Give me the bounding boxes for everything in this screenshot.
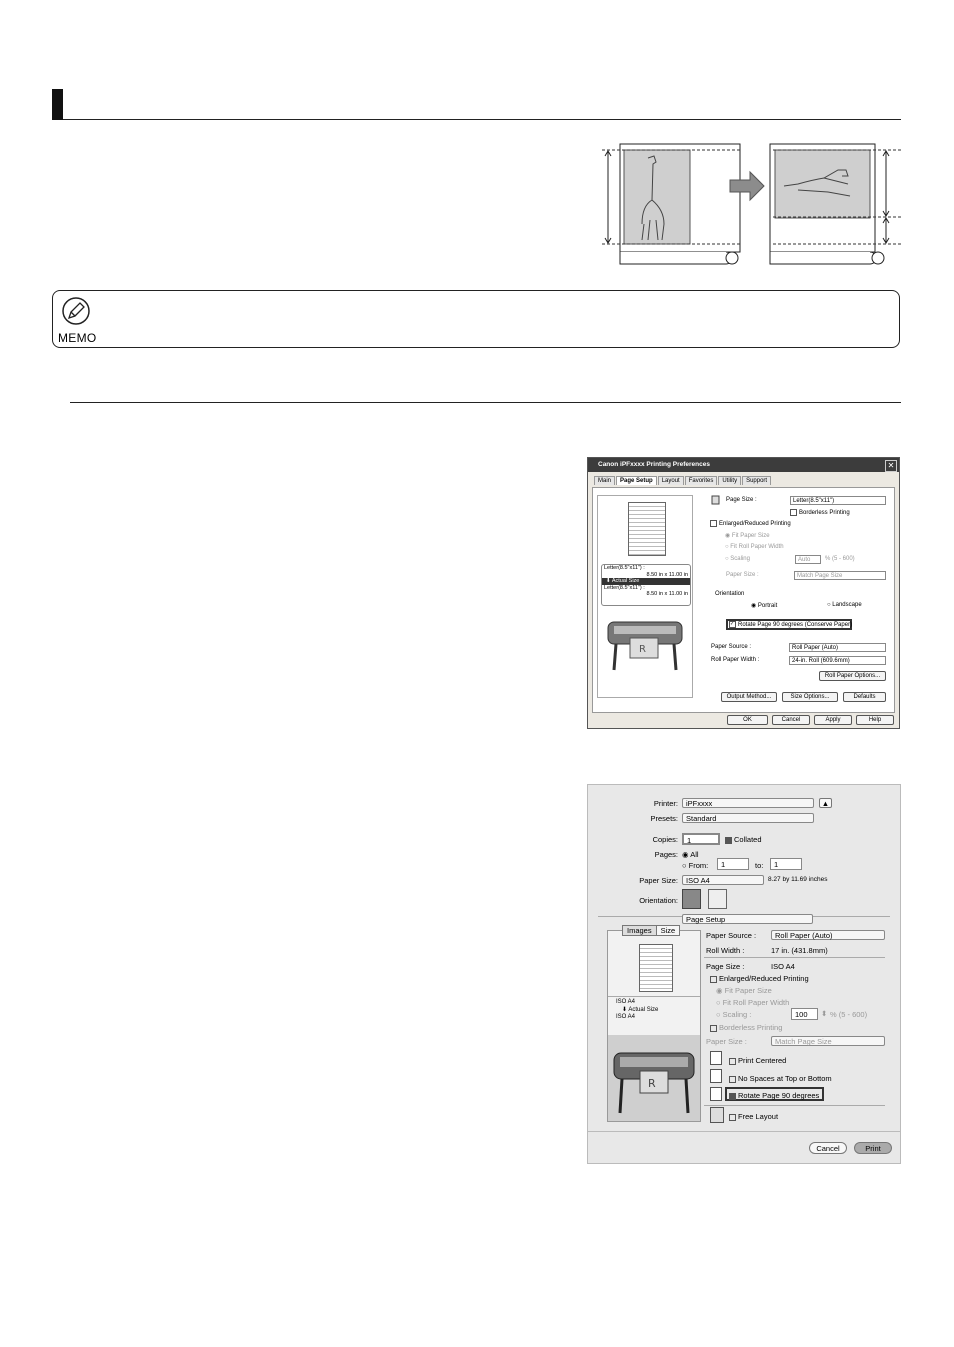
copies-label: Copies: [652,835,678,844]
page-size-icon [711,495,721,505]
tab-page-setup[interactable]: Page Setup [616,476,657,485]
free-layout-label: Free Layout [738,1112,779,1121]
portrait-label: Portrait [757,603,778,609]
roll-width-select[interactable]: 24-in. Roll (609.6mm) [789,656,886,665]
scaling-stepper[interactable]: ⬍ [821,1009,828,1018]
no-spaces-checkbox[interactable] [729,1074,832,1083]
printer-label: Printer: [653,799,678,808]
memo-box [52,290,900,348]
rotate-checkbox[interactable] [729,1091,819,1100]
portrait-icon[interactable] [682,889,701,909]
portrait-radio[interactable]: ◉ Portrait [751,603,778,609]
orientation-label: Orientation [715,591,745,597]
section-marker [52,89,63,120]
from-input[interactable]: 1 [717,858,749,870]
paper-size-label: Paper Size: [639,876,678,885]
portrait-sheet [620,144,740,264]
printer-illustration [608,1035,700,1121]
preview-area [597,495,693,698]
scaling-radio[interactable]: ○ Scaling : [716,1010,752,1019]
page-size-label: Page Size : [706,962,745,971]
page-size-value: ISO A4 [771,962,795,971]
bottom-divider [588,1131,900,1132]
roll-width-label: Roll Width : [706,946,745,955]
roll-paper-options-button[interactable]: Roll Paper Options... [819,671,886,681]
scaling-radio[interactable]: ○ Scaling [725,556,750,562]
memo-label: MEMO [58,331,97,345]
enlarged-checkbox[interactable] [710,974,809,983]
enlarged-label: Enlarged/Reduced Printing [719,521,791,528]
fit-paper-radio[interactable]: ◉ Fit Paper Size [716,986,772,995]
collated-label: Collated [734,835,762,844]
disclosure-button[interactable]: ▲ [819,798,832,808]
tab-main[interactable]: Main [594,476,615,485]
paper-size-select[interactable]: ISO A4 [682,875,764,885]
landscape-label: Landscape [832,602,862,608]
rotate-checkbox[interactable]: ✓ Rotate Page 90 degrees (Conserve Paper) [730,621,853,629]
paper-size-label: Paper Size : [726,572,759,578]
enlarged-checkbox[interactable] [710,520,791,527]
rotation-illustration [598,140,903,270]
scaling-input[interactable]: Auto [795,555,821,564]
cancel-button[interactable]: Cancel [772,715,810,725]
no-spaces-icon [710,1069,722,1083]
roll-width-label: Roll Paper Width : [711,657,760,663]
no-spaces-label: No Spaces at Top or Bottom [738,1074,832,1083]
tab-support[interactable]: Support [742,476,771,485]
print-centered-checkbox[interactable] [729,1056,786,1065]
preview-tabs [622,925,680,936]
page-setup-panel [592,487,895,713]
output-method-button[interactable]: Output Method... [721,692,777,702]
to-label: to: [755,861,764,870]
rotate-label: Rotate Page 90 degrees (Conserve Paper) [738,622,853,629]
fit-paper-radio[interactable]: ◉ Fit Paper Size [725,533,770,539]
rotate-icon [710,1087,722,1101]
scaling-range: % (5 - 600) [830,1010,868,1019]
subsection-rule [70,402,901,403]
windows-printing-preferences-dialog [587,457,900,729]
tab-images[interactable]: Images [622,925,657,936]
mac-print-dialog [587,784,901,1164]
collated-checkbox[interactable] [725,835,762,844]
from-radio[interactable]: ○ From: [682,861,709,870]
printer-illustration [604,614,686,674]
paper-size2-label: Paper Size : [706,1037,747,1046]
rotate-label: Rotate Page 90 degrees [738,1091,820,1100]
source-size-label: Letter(8.5"x11") : [604,565,645,571]
paper-source-select[interactable]: Roll Paper (Auto) [789,643,886,652]
scaling-label: Scaling : [722,1010,752,1019]
borderless-label: Borderless Printing [719,1023,783,1032]
borderless-label: Borderless Printing [799,510,850,517]
print-centered-icon [710,1051,722,1065]
tab-layout[interactable]: Layout [658,476,684,485]
presets-label: Presets: [650,814,678,823]
free-layout-checkbox[interactable] [729,1112,778,1121]
ok-button[interactable]: OK [727,715,768,725]
svg-text:R: R [639,644,646,655]
preview-divider [608,996,700,997]
orientation-label: Orientation: [639,896,678,905]
presets-select[interactable]: Standard [682,813,814,823]
fit-roll-radio[interactable]: ○ Fit Roll Paper Width [725,544,784,550]
window-title: Canon iPFxxxx Printing Preferences [588,458,899,472]
paper-source-label: Paper Source : [711,644,752,650]
tab-favorites[interactable]: Favorites [685,476,718,485]
all-label: All [690,850,699,859]
print-centered-label: Print Centered [738,1056,787,1065]
paper-size2-select[interactable]: Match Page Size [771,1036,885,1046]
section-rule [63,119,901,120]
fit-roll-label: Fit Roll Paper Width [722,998,790,1007]
help-button[interactable]: Help [856,715,894,725]
all-radio[interactable]: ◉ All [682,850,699,859]
output-size-label: Letter(8.5"x11") : [604,584,645,591]
divider [704,1105,885,1106]
paper-dimensions: 8.27 by 11.69 inches [768,876,828,883]
paper-source-select[interactable]: Roll Paper (Auto) [771,930,885,940]
copies-input[interactable]: 1 [682,833,720,845]
enlarged-label: Enlarged/Reduced Printing [719,974,809,983]
scaling-range: % (5 - 600) [825,556,855,562]
roll-width-value: 17 in. (431.8mm) [771,946,828,955]
landscape-icon[interactable] [708,889,727,909]
fit-roll-radio[interactable]: ○ Fit Roll Paper Width [716,998,790,1007]
divider [704,957,885,958]
fit-roll-label: Fit Roll Paper Width [730,544,784,550]
borderless-checkbox[interactable] [710,1023,782,1032]
page-size-select[interactable]: Letter(8.5"x11") [790,496,886,505]
svg-text:R: R [648,1077,656,1090]
defaults-button[interactable]: Defaults [843,692,886,702]
pages-label: Pages: [654,850,678,859]
tab-size[interactable]: Size [657,925,681,936]
paper-source-label: Paper Source : [706,931,757,940]
paper-size-select[interactable]: Match Page Size [794,571,886,580]
fit-paper-label: Fit Paper Size [731,533,770,539]
print-button[interactable]: Print [854,1142,892,1154]
printer-select[interactable]: iPFxxxx [682,798,814,808]
actual-size-row: ⬇ Actual Size [602,578,690,585]
memo-pencil-icon [60,296,94,328]
size-options-button[interactable]: Size Options... [782,692,838,702]
free-layout-icon [710,1107,724,1123]
close-icon[interactable]: ✕ [885,460,897,472]
borderless-checkbox[interactable] [790,509,850,516]
page-size-label: Page Size : [726,497,757,503]
cancel-button[interactable]: Cancel [809,1142,847,1154]
actual-size-label: Actual Size [611,578,640,584]
source-size-dims: 8.50 in x 11.00 in [646,571,688,578]
size-info: ISO A4 ⬇ Actual Size ISO A4 [616,999,659,1020]
fit-paper-label: Fit Paper Size [724,986,772,995]
output-size: ISO A4 [616,1014,636,1020]
page-preview [628,502,666,556]
tab-bar [594,476,772,485]
scaling-input[interactable]: 100 [791,1008,818,1020]
landscape-radio[interactable]: ○ Landscape [827,602,862,608]
panel-select[interactable]: Page Setup [682,914,813,924]
actual-size-label: Actual Size [628,1006,659,1013]
tab-utility[interactable]: Utility [718,476,741,485]
from-label: From: [688,861,709,870]
size-info [601,564,691,606]
to-input[interactable]: 1 [770,858,802,870]
scaling-label: Scaling [730,556,750,562]
output-size-dims: 8.50 in x 11.00 in [646,591,688,597]
landscape-sheet [770,144,884,264]
source-size: ISO A4 [616,999,636,1005]
page-preview [639,944,673,992]
apply-button[interactable]: Apply [814,715,852,725]
